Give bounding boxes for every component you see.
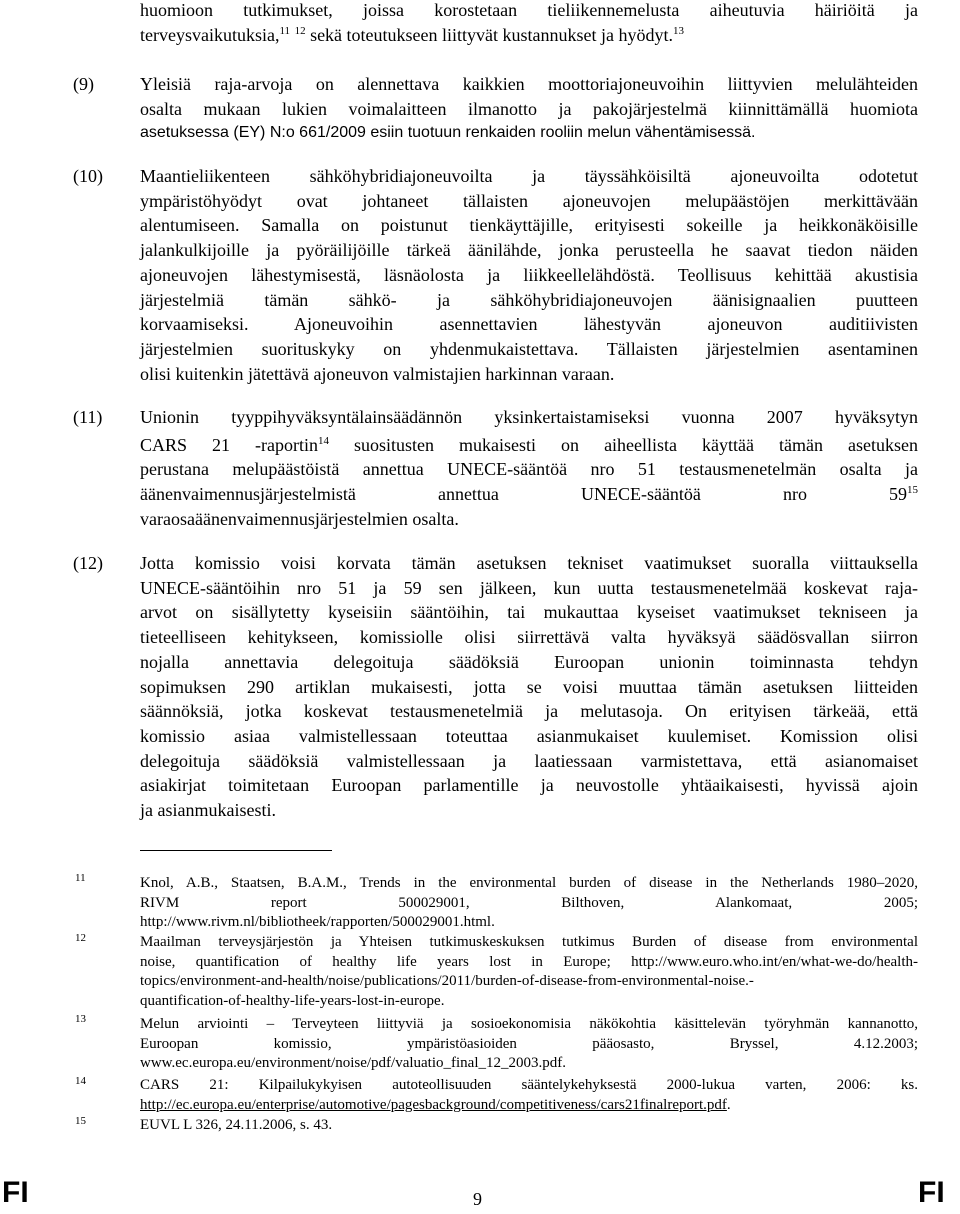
footnote-12 <box>140 933 918 1011</box>
footnote-ref-14[interactable]: 14 <box>318 434 330 447</box>
paragraph-12 <box>140 551 918 823</box>
footnote-line: CARS 21: Kilpailukykyisen autoteollisuuden sääntelykehyksestä 2000-lukua varten, 2006: ks. <box>140 1077 918 1093</box>
paragraph-line: olisi kuitenkin jätettävä ajoneuvon valmistajien harkinnan varaan. <box>140 363 615 384</box>
paragraph-line: osalta mukaan lukien voimalaitteen ilmanotto ja pakojärjestelmä kiinnittämällä huomiota <box>140 98 918 119</box>
page-number: 9 <box>473 1189 482 1209</box>
paragraph-line: säännöksiä, jotka koskevat testausmenetelmiä ja melutasoja. On erityisen tärkeää, että <box>140 701 918 722</box>
paragraph-line: Unionin tyyppihyväksyntälainsäädännön yksinkertaistamiseksi vuonna 2007 hyväksytyn <box>140 407 918 427</box>
paragraph-line: Yleisiä raja-arvoja on alennettava kaikkien moottoriajoneuvoihin liittyvien melulähteiden <box>140 74 918 94</box>
paragraph-11 <box>140 405 918 532</box>
intro-line-1: huomioon tutkimukset, joissa korostetaan tieliikennemelusta aiheutuvia häiriöitä ja <box>140 0 918 20</box>
paragraph-line: jalankulkijoille ja pyöräilijöille tärkeä äänilähde, jonka perusteella he saavat tiedon näiden <box>140 240 918 261</box>
paragraph-line: ympäristöhyödyt ovat johtaneet tällaisten ajoneuvojen melupäästöjen merkittävään <box>140 190 918 211</box>
footnote-line: noise, quantification of healthy life years lost in Europe; http://www.euro.who.int/en/what-we-do/health- <box>140 953 918 970</box>
paragraph-line: delegoituja säädöksiä valmistellessaan ja laatiessaan varmistettava, että asianomaiset <box>140 750 918 771</box>
footnote-number-13: 13 <box>75 1013 86 1025</box>
paragraph-line: järjestelmiä tämän sähkö- ja sähköhybridiajoneuvojen äänisignaalien puutteen <box>140 289 918 310</box>
paragraph-line: ajoneuvojen lähestymisestä, läsnäolosta ja liikkeellelähdöstä. Teollisuus kehittää akustisia <box>140 264 918 285</box>
footnote-line: http://ec.europa.eu/enterprise/automotive/pagesbackground/competitiveness/cars21finalreport.pdf. <box>140 1096 731 1113</box>
paragraph-line: Jotta komissio voisi korvata tämän asetuksen tekniset vaatimukset suoralla viittauksella <box>140 553 918 573</box>
paragraph-number-12: (12) <box>73 553 103 573</box>
footer-language-left: FI <box>2 1176 29 1209</box>
footnote-separator <box>140 850 332 851</box>
footnote-line: Melun arviointi – Terveyteen liittyviä ja sosioekonomisia näkökohtia käsittelevän työryhmän kannanotto, <box>140 1016 918 1032</box>
paragraph-line: arvot on sisällytetty kyseisiin sääntöihin, tai mukauttaa kyseiset vaatimukset tekniseen ja <box>140 602 918 623</box>
footnote-line: Euroopan komissio, ympäristöasioiden pääosasto, Bryssel, 4.12.2003; <box>140 1035 918 1052</box>
paragraph-line: alentumiseen. Samalla on poistunut tienkäyttäjille, erityisesti sokeille ja heikkonäköisille <box>140 215 918 236</box>
paragraph-line: korvaamiseksi. Ajoneuvoihin asennettavien lähestyvän ajoneuvon auditiivisten <box>140 314 918 335</box>
footnote-14 <box>140 1076 918 1115</box>
paragraph-line: äänenvaimennusjärjestelmistä annettua UNECE-sääntöä nro $59^{15}$ <box>140 484 918 505</box>
footnote-line: Maailman terveysjärjestön ja Yhteisen tutkimuskeskuksen tutkimus Burden of disease from environmental <box>140 934 918 950</box>
paragraph-line: Maantieliikenteen sähköhybridiajoneuvoilta ja täyssähköisiltä ajoneuvoilta odotetut <box>140 166 918 186</box>
footnote-link[interactable]: www.ec.europa.eu/environment/noise/pdf/valuatio_final_12_2003.pdf. <box>140 1055 566 1072</box>
paragraph-number-11: (11) <box>73 407 103 427</box>
paragraph-line: perustana melupäästöistä annettua UNECE-sääntöä nro 51 testausmenetelmän osalta ja <box>140 459 918 480</box>
paragraph-number-10: (10) <box>73 166 103 186</box>
footnote-ref-12[interactable]: 12 <box>294 24 306 37</box>
paragraph-line: ja asianmukaisesti. <box>140 800 276 821</box>
paragraph-line: asetuksessa (EY) N:o 661/2009 esiin tuotuun renkaiden rooliin melun vähentämisessä. <box>140 124 756 142</box>
footnote-15 <box>140 1116 918 1136</box>
paragraph-line: järjestelmien suorituskyky on yhdenmukaistettava. Tällaisten järjestelmien asentaminen <box>140 338 918 359</box>
paragraph-line: nojalla annettavia delegoituja säädöksiä Euroopan unionin toiminnasta tehdyn <box>140 651 918 672</box>
intro-paragraph <box>140 0 918 47</box>
footnote-number-15: 15 <box>75 1115 86 1127</box>
paragraph-10 <box>140 164 918 386</box>
footnote-13 <box>140 1015 918 1074</box>
paragraph-line: varaosaäänenvaimennusjärjestelmien osalta. <box>140 508 459 529</box>
footnote-ref-13[interactable]: 13 <box>673 24 684 37</box>
footnote-line: Knol, A.B., Staatsen, B.A.M., Trends in the environmental burden of disease in the Netherlands 1980–2020, <box>140 875 918 891</box>
footnote-number-12: 12 <box>75 932 86 944</box>
paragraph-line: asiakirjat toimitetaan Euroopan parlamentille ja neuvostolle yhtäaikaisesti, hyvissä ajoin <box>140 775 918 796</box>
footnote-line: topics/environment-and-health/noise/publications/2011/burden-of-disease-from-environmental-noise.- <box>140 973 754 990</box>
footnote-ref-11[interactable]: 11 <box>279 24 291 37</box>
footnote-line: quantification-of-healthy-life-years-lost-in-europe. <box>140 992 445 1009</box>
paragraph-line: komissio asiaa valmistellessaan toteuttaa asianmukaiset kuulemiset. Komission olisi <box>140 725 918 746</box>
paragraph-9 <box>140 72 918 146</box>
intro-line-2: terveysvaikutuksia,$^{11}$ $^{12}$ sekä toteutukseen liittyvät kustannukset ja hyödyt.$^{13}$ <box>140 24 684 45</box>
paragraph-line: tieteelliseen kehitykseen, komissiolle olisi siirrettävä valta hyväksyä säädösvallan siirron <box>140 627 918 648</box>
paragraph-line: UNECE-sääntöihin nro 51 ja 59 sen jälkeen, kun uutta testausmenetelmää koskevat raja- <box>140 577 918 598</box>
footnote-ref-15[interactable]: 15 <box>907 484 918 497</box>
paragraph-line: CARS 21 -raportin$^{14}$ suositusten mukaisesti on aiheellista käyttää tämän asetuksen <box>140 434 918 455</box>
footnote-number-14: 14 <box>75 1075 86 1087</box>
paragraph-line: sopimuksen 290 artiklan mukaisesti, jotta se voisi muuttaa tämän asetuksen liitteiden <box>140 676 918 697</box>
footnote-11 <box>140 874 918 933</box>
paragraph-number-9: (9) <box>73 74 94 94</box>
footer-language-right: FI <box>918 1176 945 1209</box>
footnote-link[interactable]: http://www.rivm.nl/bibliotheek/rapporten/500029001.html. <box>140 914 495 931</box>
footnote-line: RIVM report 500029001, Bilthoven, Alankomaat, 2005; <box>140 894 918 911</box>
footnote-link[interactable]: http://ec.europa.eu/enterprise/automotive/pagesbackground/competitiveness/cars21finalreport.pdf <box>140 1096 727 1113</box>
footnote-number-11: 11 <box>75 872 86 884</box>
footnote-line: EUVL L 326, 24.11.2006, s. 43. <box>140 1117 333 1133</box>
